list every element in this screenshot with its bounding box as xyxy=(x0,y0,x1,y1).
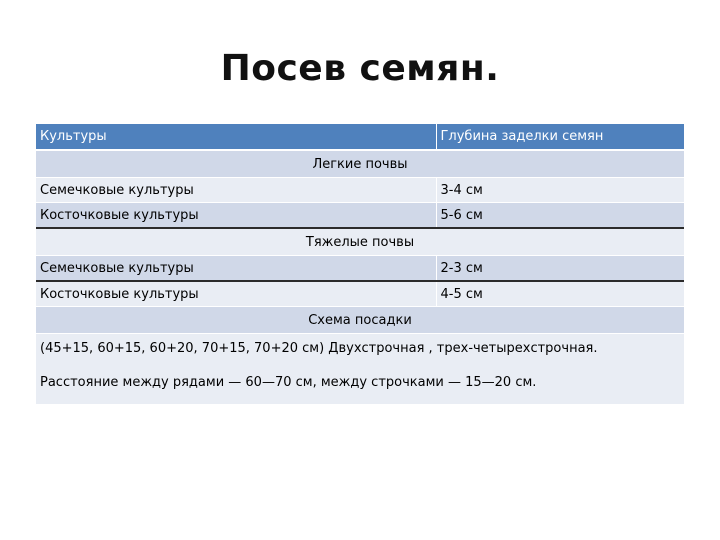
depth-cell: 5-6 см xyxy=(436,203,684,229)
header-crops: Культуры xyxy=(36,124,436,150)
crop-cell: Косточковые культуры xyxy=(36,203,436,229)
crop-cell: Семечковые культуры xyxy=(36,178,436,203)
depth-cell: 2-3 см xyxy=(436,256,684,282)
section-row-light-soils xyxy=(36,150,684,178)
scheme-line-1: (45+15, 60+15, 60+20, 70+15, 70+20 см) Двухстрочная , трех-четырехстрочная. xyxy=(40,341,598,356)
scheme-notes xyxy=(36,334,684,405)
table-row xyxy=(36,203,684,229)
header-depth: Глубина заделки семян xyxy=(436,124,684,150)
table-row xyxy=(36,256,684,282)
planting-table xyxy=(36,124,684,405)
section-label: Тяжелые почвы xyxy=(36,228,684,256)
section-row-scheme xyxy=(36,307,684,334)
section-row-heavy-soils xyxy=(36,228,684,256)
depth-cell: 3-4 см xyxy=(436,178,684,203)
table-header-row xyxy=(36,124,684,150)
crop-cell: Косточковые культуры xyxy=(36,281,436,307)
section-label: Легкие почвы xyxy=(36,150,684,178)
table-row xyxy=(36,281,684,307)
page-title: Посев семян. xyxy=(220,48,500,89)
scheme-notes-row xyxy=(36,334,684,405)
crop-cell: Семечковые культуры xyxy=(36,256,436,282)
table-row xyxy=(36,178,684,203)
scheme-line-2: Расстояние между рядами — 60—70 см, между строчками — 15—20 см. xyxy=(40,375,537,390)
section-label: Схема посадки xyxy=(36,307,684,334)
depth-cell: 4-5 см xyxy=(436,281,684,307)
